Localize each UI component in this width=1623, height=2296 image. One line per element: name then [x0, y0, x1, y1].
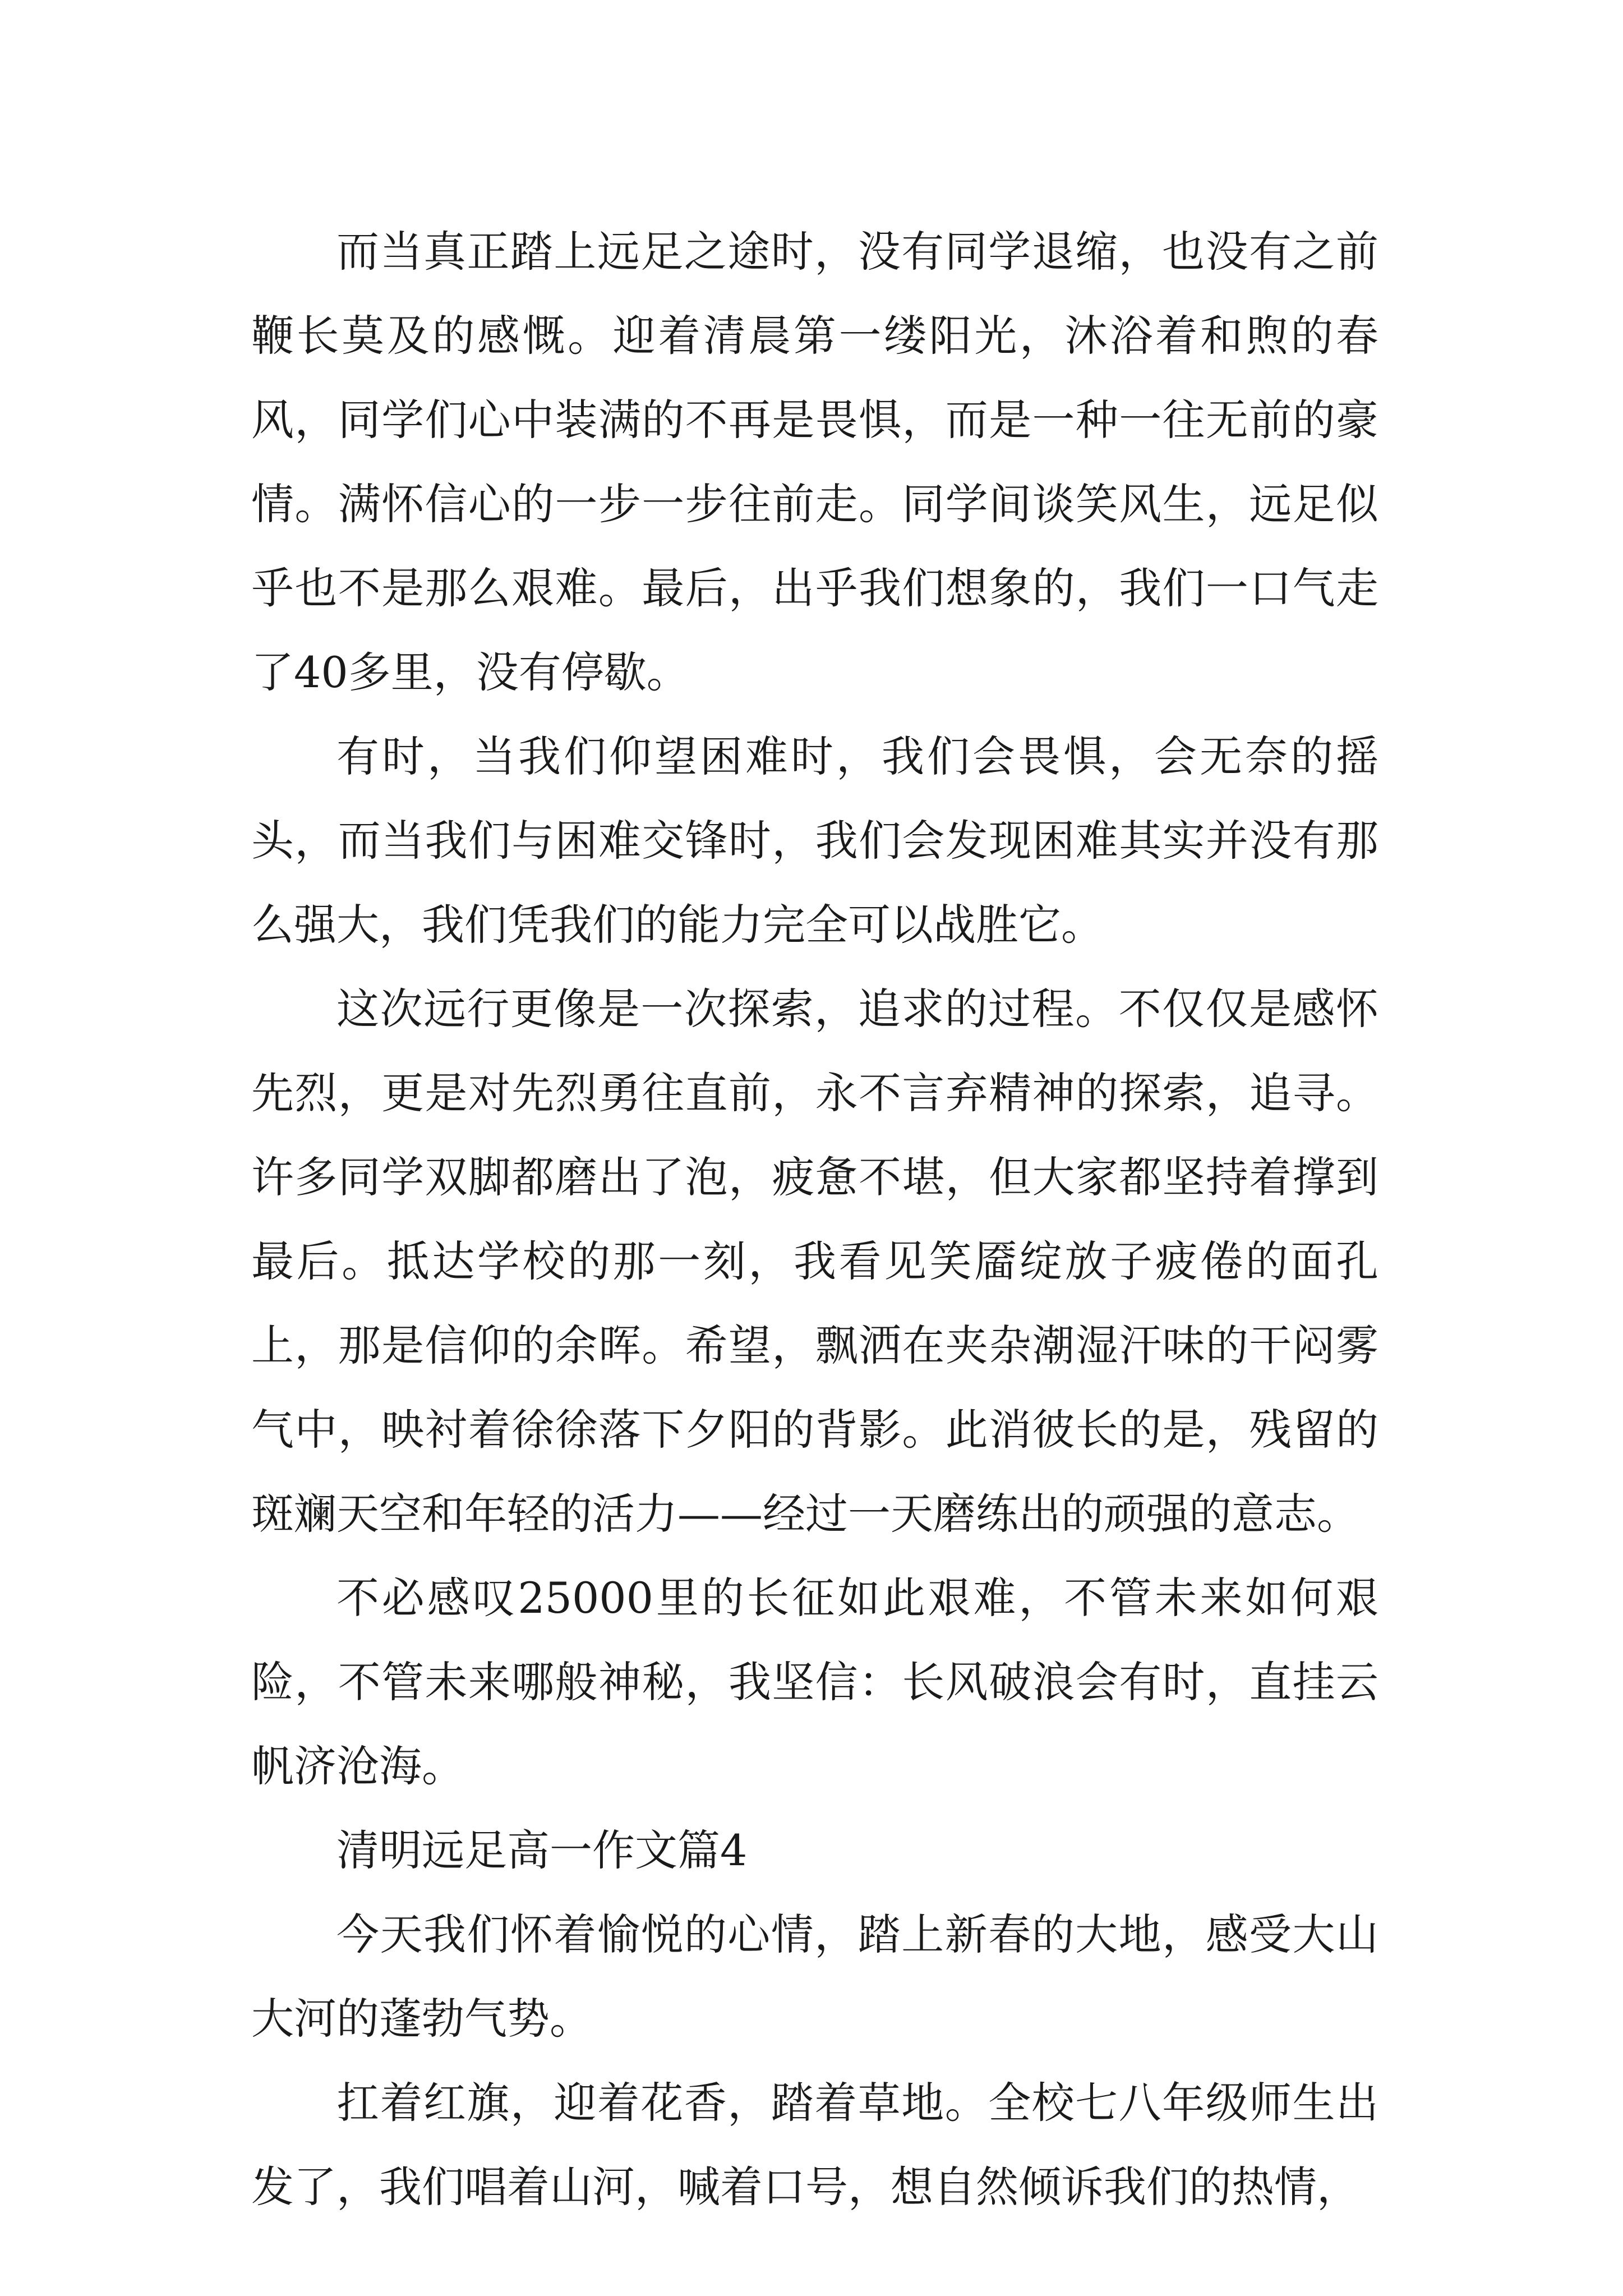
- paragraph-exploration: 这次远行更像是一次探索，追求的过程。不仅仅是感怀先烈，更是对先烈勇往直前，永不言弃精神的探索，追寻。许多同学双脚都磨出了泡，疲惫不堪，但大家都坚持着撑到最后。抵达学校的那一刻，我看见笑靥绽放子疲倦的面孔上，那是信仰的余晖。希望，飘洒在夹杂潮湿汗味的干闷雾气中，映衬着徐徐落下夕阳的背影。此消彼长的是，残留的斑斓天空和年轻的活力——经过一天磨练出的顽强的意志。: [251, 984, 1378, 1539]
- paragraph-facing-difficulty: 有时，当我们仰望困难时，我们会畏惧，会无奈的摇头，而当我们与困难交锋时，我们会发现困难其实并没有那么强大，我们凭我们的能力完全可以战胜它。: [251, 731, 1378, 950]
- paragraph-spring-outing: 今天我们怀着愉悦的心情，踏上新春的大地，感受大山大河的蓬勃气势。: [251, 1910, 1378, 2044]
- paragraph-long-march: 不必感叹25000里的长征如此艰难，不管未来如何艰险，不管未来哪般神秘，我坚信：长风破浪会有时，直挂云帆济沧海。: [251, 1573, 1378, 1791]
- paragraph-red-flags: 扛着红旗，迎着花香，踏着草地。全校七八年级师生出发了，我们唱着山河，喊着口号，想自然倾诉我们的热情，: [251, 2078, 1378, 2212]
- paragraph-hiking-begins: 而当真正踏上远足之途时，没有同学退缩，也没有之前鞭长莫及的感慨。迎着清晨第一缕阳光，沐浴着和煦的春风，同学们心中装满的不再是畏惧，而是一种一往无前的豪情。满怀信心的一步一步往前走。同学间谈笑风生，远足似乎也不是那么艰难。最后，出乎我们想象的，我们一口气走了40多里，没有停歇。: [251, 227, 1378, 697]
- document-body: [251, 210, 1378, 2229]
- section-title: 清明远足高一作文篇4: [336, 1825, 748, 1875]
